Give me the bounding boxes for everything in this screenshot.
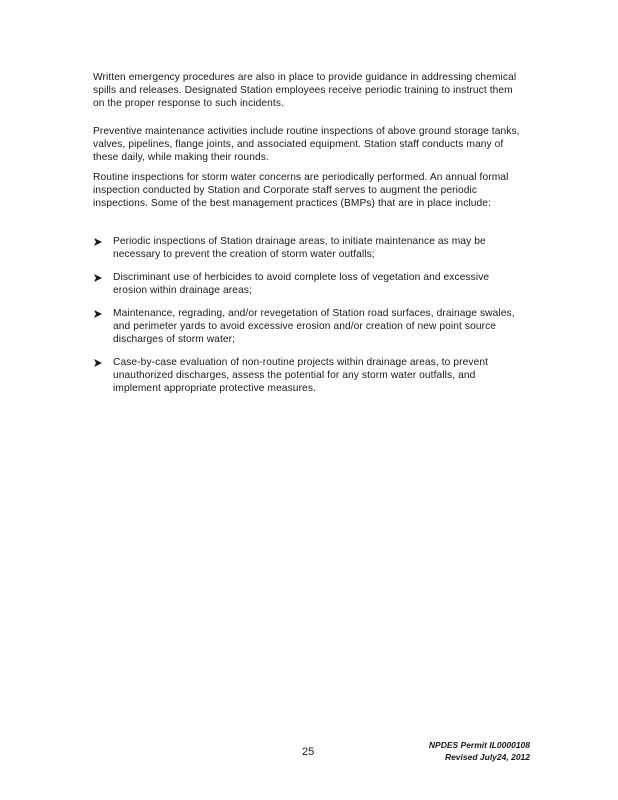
bmp-bullet-list <box>93 236 525 406</box>
footer-permit-block <box>429 739 530 763</box>
bullet-text: Maintenance, regrading, and/or revegetation of Station road surfaces, drainage swales, and perimeter yards to avoid excessive erosion and/or creation of new point source discharges of storm water; <box>113 308 515 345</box>
arrow-bullet-icon <box>93 273 103 283</box>
bullet-text: Discriminant use of herbicides to avoid complete loss of vegetation and excessive erosion within drainage areas; <box>113 272 490 296</box>
arrow-bullet-icon <box>93 358 103 368</box>
arrow-bullet-icon <box>93 309 103 319</box>
bullet-text: Periodic inspections of Station drainage areas, to initiate maintenance as may be necessary to prevent the creation of storm water outfalls; <box>113 236 486 260</box>
paragraph-routine-inspections: Routine inspections for storm water concerns are periodically performed. An annual formal inspection conducted by Station and Corporate staff serves to augment the periodic inspections. Some of the best management practices (BMPs) that are in place include: <box>93 172 509 209</box>
paragraph-emergency-procedures: Written emergency procedures are also in place to provide guidance in addressing chemical spills and releases. Designated Station employees receive periodic training to instruct them on the proper response to such incidents. <box>93 72 517 109</box>
arrow-bullet-icon <box>93 237 103 247</box>
page-number: 25 <box>302 746 315 758</box>
permit-number: NPDES Permit IL0000108 <box>428 740 530 750</box>
revision-date: Revised July24, 2012 <box>444 752 530 762</box>
list-item <box>93 272 525 298</box>
paragraph-preventive-maintenance: Preventive maintenance activities include routine inspections of above ground storage tanks, valves, pipelines, flange joints, and associated equipment. Station staff conducts many of these daily, while making their rounds. <box>93 126 520 163</box>
bullet-text: Case-by-case evaluation of non-routine projects within drainage areas, to prevent unauthorized discharges, assess the potential for any storm water outfalls, and implement appropriate protective measures. <box>113 357 489 394</box>
list-item <box>93 236 525 262</box>
list-item <box>93 357 525 395</box>
list-item <box>93 308 525 346</box>
